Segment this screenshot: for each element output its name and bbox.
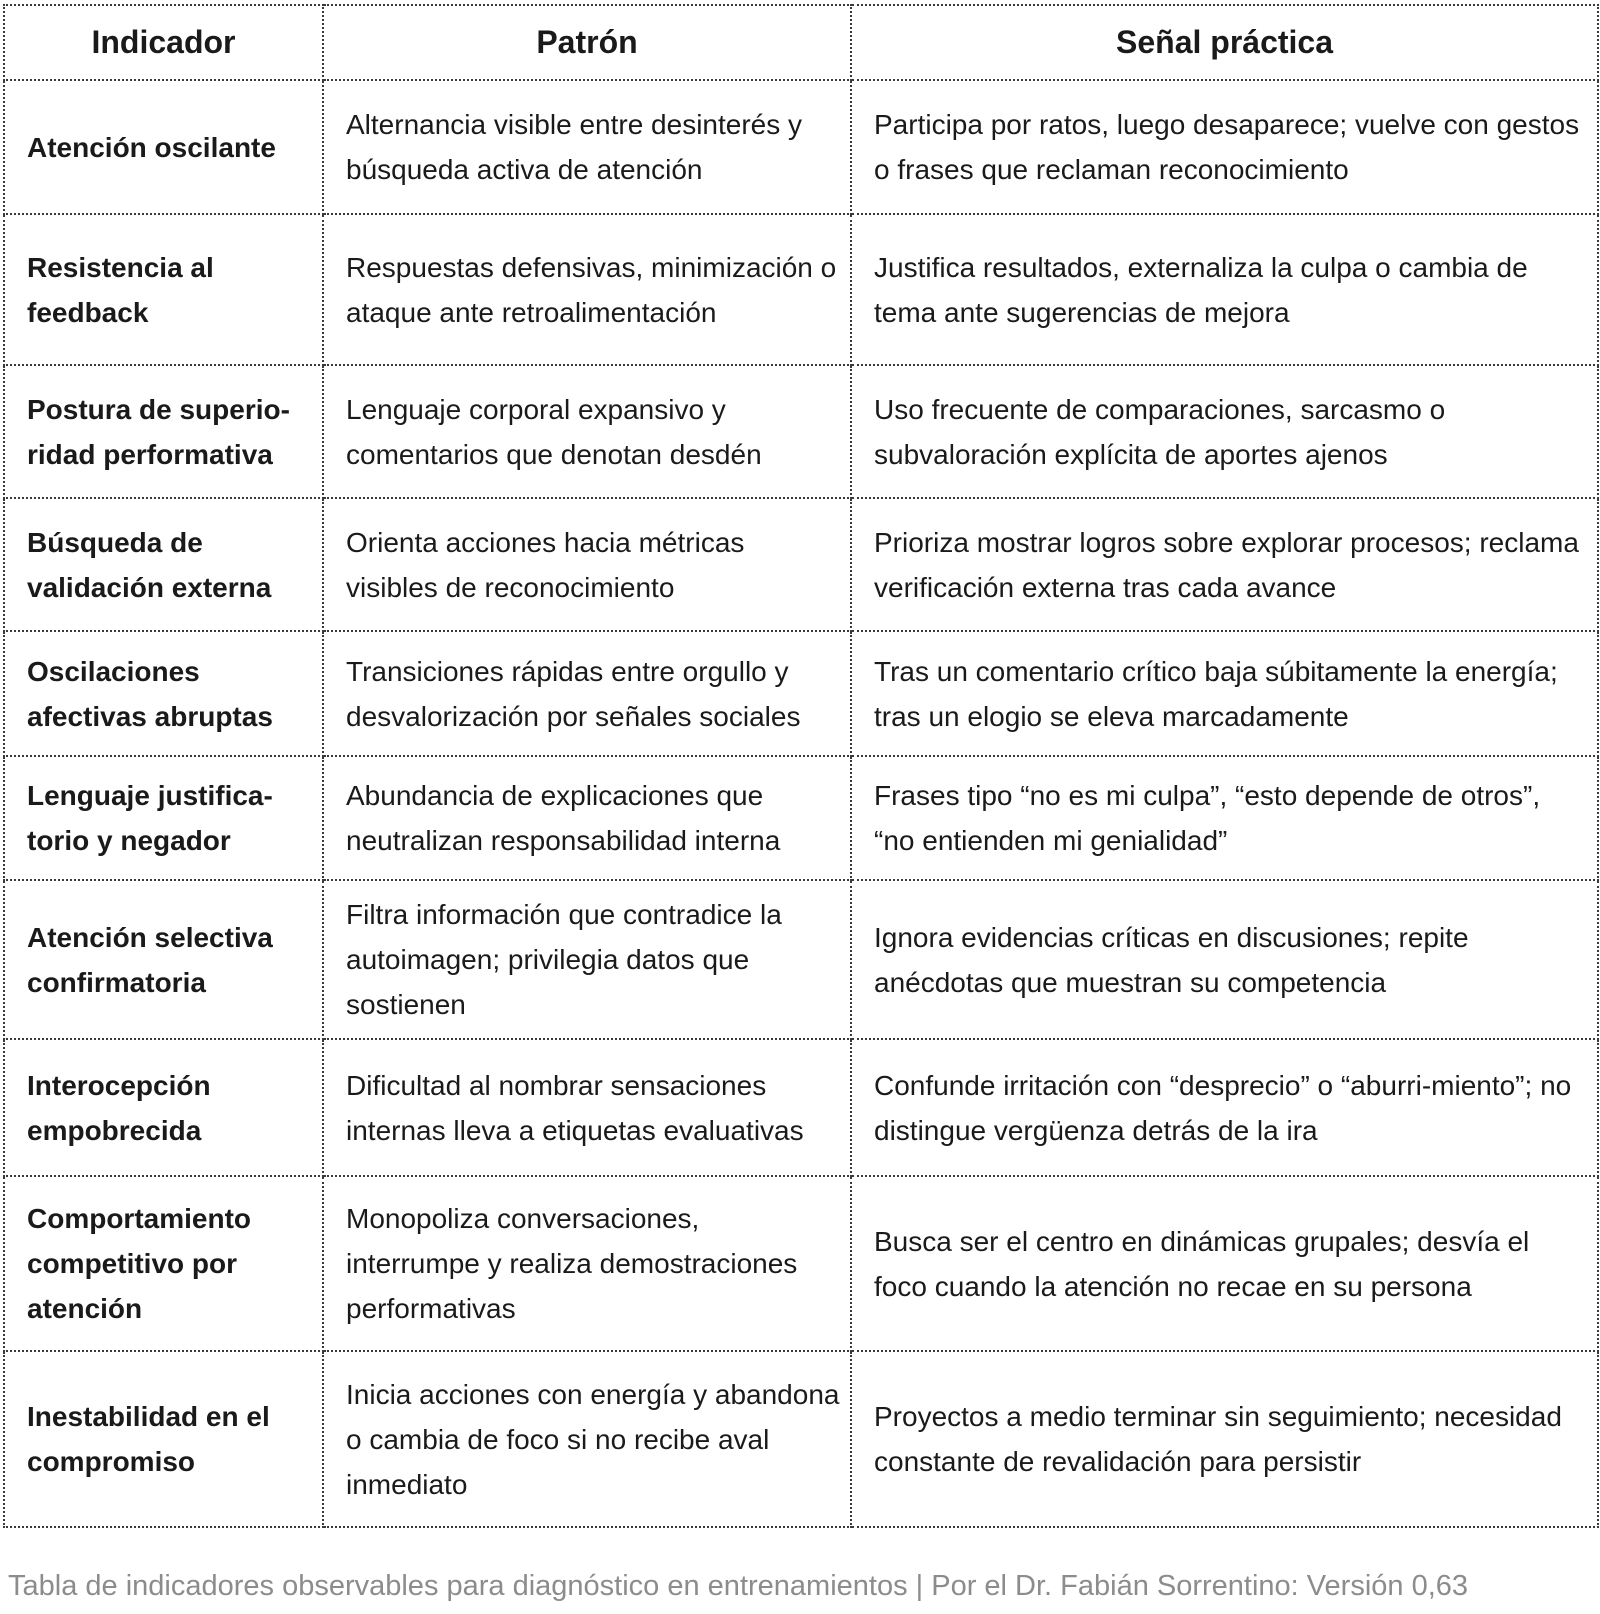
indicador-cell: Lenguaje justifica-torio y negador (4, 756, 323, 880)
senal-cell: Confunde irritación con “desprecio” o “aburri-miento”; no distingue vergüenza detrás de la ira (851, 1039, 1598, 1176)
senal-cell: Ignora evidencias críticas en discusiones; repite anécdotas que muestran su competencia (851, 880, 1598, 1039)
senal-cell: Proyectos a medio terminar sin seguimiento; necesidad constante de revalidación para persistir (851, 1351, 1598, 1527)
table-row (4, 631, 1598, 756)
indicador-cell: Atención selectiva confirmatoria (4, 880, 323, 1039)
table-caption: Tabla de indicadores observables para diagnóstico en entrenamientos | Por el Dr. Fabián Sorrentino: Versión 0,63 (8, 1570, 1469, 1602)
indicador-cell: Postura de superio-ridad performativa (4, 365, 323, 498)
indicador-cell: Inestabilidad en el compromiso (4, 1351, 323, 1527)
senal-cell: Prioriza mostrar logros sobre explorar procesos; reclama verificación externa tras cada avance (851, 498, 1598, 631)
patron-cell: Dificultad al nombrar sensaciones internas lleva a etiquetas evaluativas (323, 1039, 851, 1176)
senal-cell: Participa por ratos, luego desaparece; vuelve con gestos o frases que reclaman reconocimiento (851, 80, 1598, 214)
patron-cell: Filtra información que contradice la autoimagen; privilegia datos que sostienen (323, 880, 851, 1039)
table-row (4, 1351, 1598, 1527)
patron-cell: Orienta acciones hacia métricas visibles de reconocimiento (323, 498, 851, 631)
table-row (4, 365, 1598, 498)
senal-cell: Justifica resultados, externaliza la culpa o cambia de tema ante sugerencias de mejora (851, 214, 1598, 365)
senal-cell: Uso frecuente de comparaciones, sarcasmo o subvaloración explícita de aportes ajenos (851, 365, 1598, 498)
patron-cell: Lenguaje corporal expansivo y comentarios que denotan desdén (323, 365, 851, 498)
patron-cell: Respuestas defensivas, minimización o ataque ante retroalimentación (323, 214, 851, 365)
patron-cell: Monopoliza conversaciones, interrumpe y realiza demostraciones performativas (323, 1176, 851, 1351)
table-row (4, 214, 1598, 365)
table-row (4, 498, 1598, 631)
indicador-cell: Resistencia al feedback (4, 214, 323, 365)
indicador-cell: Interocepción empobrecida (4, 1039, 323, 1176)
header-patron: Patrón (323, 5, 851, 80)
indicador-cell: Atención oscilante (4, 80, 323, 214)
header-senal-practica: Señal práctica (851, 5, 1598, 80)
indicador-cell: Comportamiento competitivo por atención (4, 1176, 323, 1351)
header-indicador: Indicador (4, 5, 323, 80)
table-row (4, 1039, 1598, 1176)
indicador-cell: Búsqueda de validación externa (4, 498, 323, 631)
table-row (4, 756, 1598, 880)
table-row (4, 880, 1598, 1039)
senal-cell: Frases tipo “no es mi culpa”, “esto depende de otros”, “no entienden mi genialidad” (851, 756, 1598, 880)
senal-cell: Tras un comentario crítico baja súbitamente la energía; tras un elogio se eleva marcadamente (851, 631, 1598, 756)
patron-cell: Inicia acciones con energía y abandona o cambia de foco si no recibe aval inmediato (323, 1351, 851, 1527)
header-row (4, 5, 1598, 80)
indicador-cell: Oscilaciones afectivas abruptas (4, 631, 323, 756)
patron-cell: Abundancia de explicaciones que neutralizan responsabilidad interna (323, 756, 851, 880)
indicators-table (3, 4, 1599, 1528)
table-row (4, 1176, 1598, 1351)
senal-cell: Busca ser el centro en dinámicas grupales; desvía el foco cuando la atención no recae en su persona (851, 1176, 1598, 1351)
table-row (4, 80, 1598, 214)
patron-cell: Transiciones rápidas entre orgullo y desvalorización por señales sociales (323, 631, 851, 756)
patron-cell: Alternancia visible entre desinterés y búsqueda activa de atención (323, 80, 851, 214)
